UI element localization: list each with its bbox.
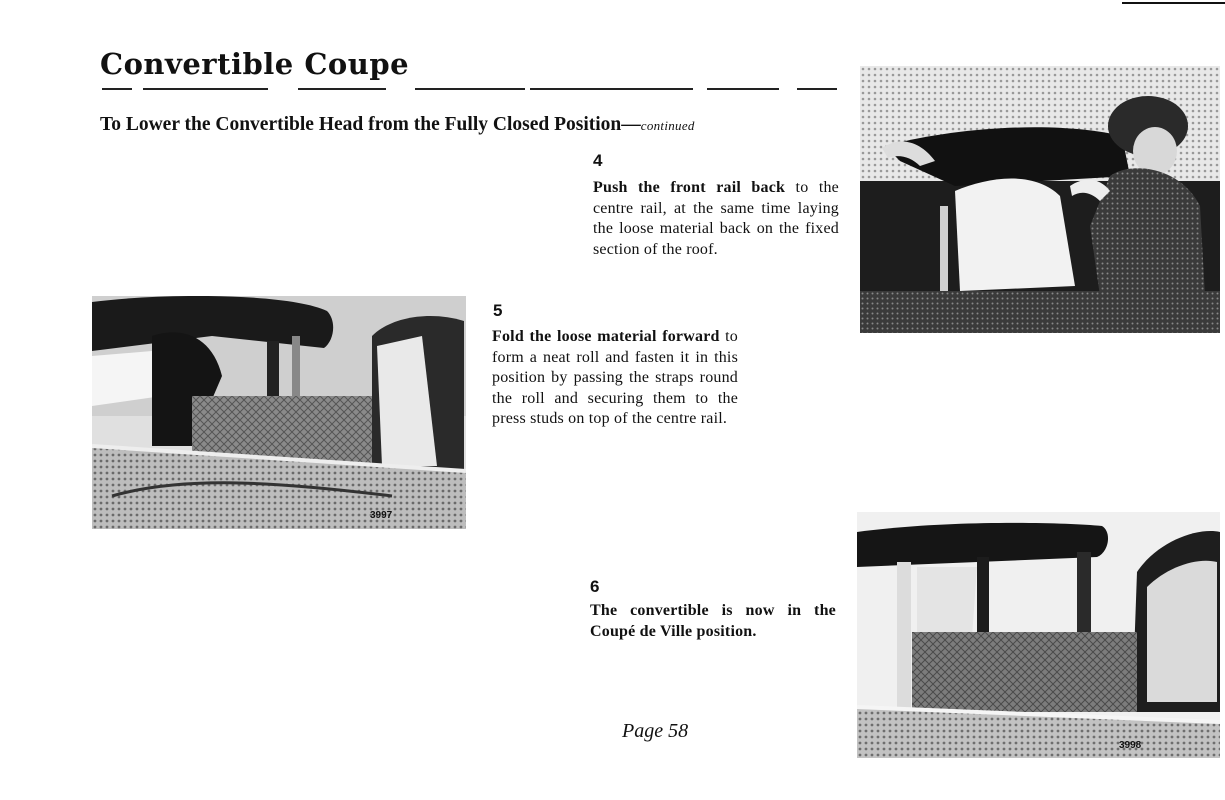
step-6-number: 6 [590, 577, 600, 596]
step-4-body: to the centre rail, at the same time laying the loose material back on the fixed section of the roof. [593, 179, 839, 258]
photo-step-6-illustration [857, 512, 1220, 758]
photo-step-5-label: 3997 [370, 510, 393, 521]
photo-step-6-label: 3998 [1119, 740, 1142, 751]
step-4-number: 4 [593, 151, 603, 170]
top-right-rule [1122, 2, 1225, 4]
subtitle-text: To Lower the Convertible Head from the Fully Closed Position [100, 114, 622, 135]
step-4-text [593, 178, 839, 260]
step-6-lead: The convertible is now in the Coupé de Ville position. [590, 602, 836, 640]
step-4-lead: Push the front rail back [593, 179, 786, 196]
photo-step-5 [92, 296, 466, 529]
section-subtitle [100, 114, 695, 136]
step-5-text [492, 327, 738, 430]
step-5-number: 5 [493, 301, 503, 320]
photo-step-5-illustration [92, 296, 466, 529]
page-number: Page 58 [622, 720, 689, 742]
photo-step-4 [860, 66, 1220, 333]
step-5-body: to form a neat roll and fasten it in this position by passing the straps round the roll and securing them to the press studs on top of the centre rail. [492, 328, 738, 427]
step-6-text [590, 601, 836, 642]
photo-step-6 [857, 512, 1220, 758]
page-title: Convertible Coupe [100, 47, 410, 81]
subtitle-dash: — [621, 114, 641, 135]
step-5-lead: Fold the loose material forward [492, 328, 720, 345]
subtitle-continued: continued [640, 118, 695, 133]
photo-step-4-illustration [860, 66, 1220, 333]
